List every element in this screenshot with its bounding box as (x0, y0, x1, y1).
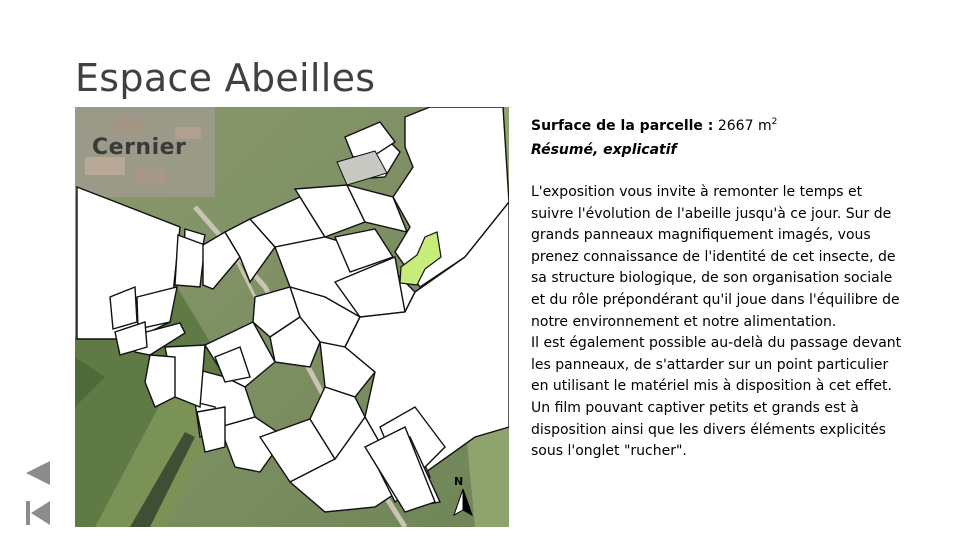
skip-to-start-icon (26, 501, 50, 525)
description (531, 182, 906, 463)
page-title: Espace Abeilles (75, 56, 376, 100)
resume-heading: Résumé, explicatif (531, 142, 677, 158)
first-slide-button[interactable] (24, 500, 52, 526)
surface-value: 2667 m (717, 118, 772, 134)
description-paragraph: Il est également possible au-delà du passage devant les panneaux, de s'attarder sur un point particulier en utilisant le matériel mis à disposition à cet effet. (531, 335, 902, 395)
parcel-map (75, 107, 509, 527)
description-paragraph: L'exposition vous invite à remonter le temps et suivre l'évolution de l'abeille jusqu'à ce jour. Sur de grands panneaux magnifiquement imagés, vous prenez connaissance de l'identité de cet insecte, de sa structure biologique, de son organisation sociale et du rôle prépondérant qu'il joue dans l'équilibre de notre environnement et notre alimentation. (531, 184, 900, 330)
surface-unit-sup: 2 (771, 117, 778, 127)
previous-slide-button[interactable] (24, 460, 52, 486)
surface-line (531, 112, 777, 138)
north-label: N (454, 475, 464, 488)
aerial-photo (75, 107, 509, 527)
description-paragraph: Un film pouvant captiver petits et grands est à disposition ainsi que les divers éléments explicités sous l'onglet "rucher". (531, 399, 886, 460)
triangle-left-icon (26, 461, 50, 485)
surface-label: Surface de la parcelle : (531, 118, 714, 134)
place-label: Cernier (92, 135, 187, 160)
